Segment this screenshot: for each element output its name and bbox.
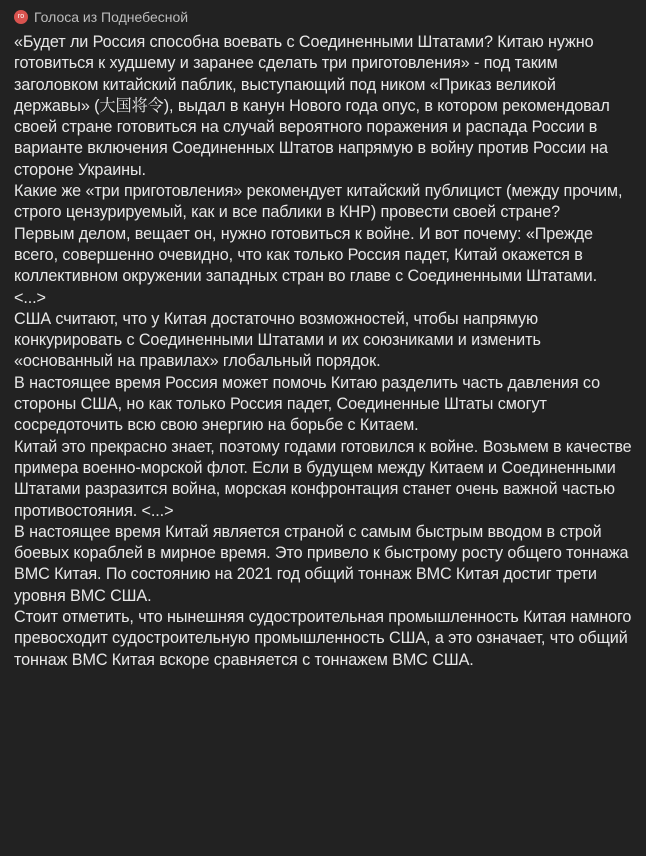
paragraph-4: США считают, что у Китая достаточно возможностей, чтобы напрямую конкурировать с Соединенными Штатами и их союзниками и изменить «основанный на правилах» глобальный порядок. [14, 309, 541, 371]
paragraph-6: Китай это прекрасно знает, поэтому годами готовился к войне. Возьмем в качестве примера военно-морской флот. Если в будущем между Китаем и Соединенными Штатами разразится война, морская конфронтация станет очень важной частью противостояния. <...> [14, 437, 632, 520]
paragraph-7: В настоящее время Китай является страной с самым быстрым вводом в строй боевых кораблей в мирное время. Это привело к быстрому росту общего тоннажа ВМС Китая. По состоянию на 2021 год общий тоннаж ВМС Китая достиг трети уровня ВМС США. [14, 522, 629, 605]
paragraph-5: В настоящее время Россия может помочь Китаю разделить часть давления со стороны США, но как только Россия падет, Соединенные Штаты смогут сосредоточить всю свою энергию на борьбе с Китаем. [14, 373, 601, 435]
post-body [14, 32, 632, 671]
paragraph-1: «Будет ли Россия способна воевать с Соединенными Штатами? Китаю нужно готовиться к худшему и заранее сделать три приготовления» - под таким заголовком китайский паблик, выступающий под ником «Приказ великой державы» (大国将令), выдал в канун Нового года опус, в котором рекомендовал своей стране готовиться на случай вероятного поражения и распада России в варианте включения Соединенных Штатов напрямую в войну против России на стороне Украины. [14, 33, 610, 179]
paragraph-2: Какие же «три приготовления» рекомендует китайский публицист (между прочим, строго цензурируемый, как и все паблики в КНР) провести своей стране? [14, 182, 623, 222]
channel-header[interactable] [14, 6, 632, 28]
channel-avatar[interactable]: го [14, 10, 28, 24]
paragraph-3: Первым делом, вещает он, нужно готовиться к войне. И вот почему: «Прежде всего, совершенно очевидно, что как только Россия падет, Китай окажется в коллективном окружении западных стран во главе с Соединенными Штатами. <...> [14, 224, 597, 307]
paragraph-8: Стоит отметить, что нынешняя судостроительная промышленность Китая намного превосходит судостроительную промышленность США, а это означает, что общий тоннаж ВМС Китая вскоре сравняется с тоннажем ВМС США. [14, 608, 632, 669]
channel-name[interactable]: Голоса из Поднебесной [34, 9, 189, 25]
